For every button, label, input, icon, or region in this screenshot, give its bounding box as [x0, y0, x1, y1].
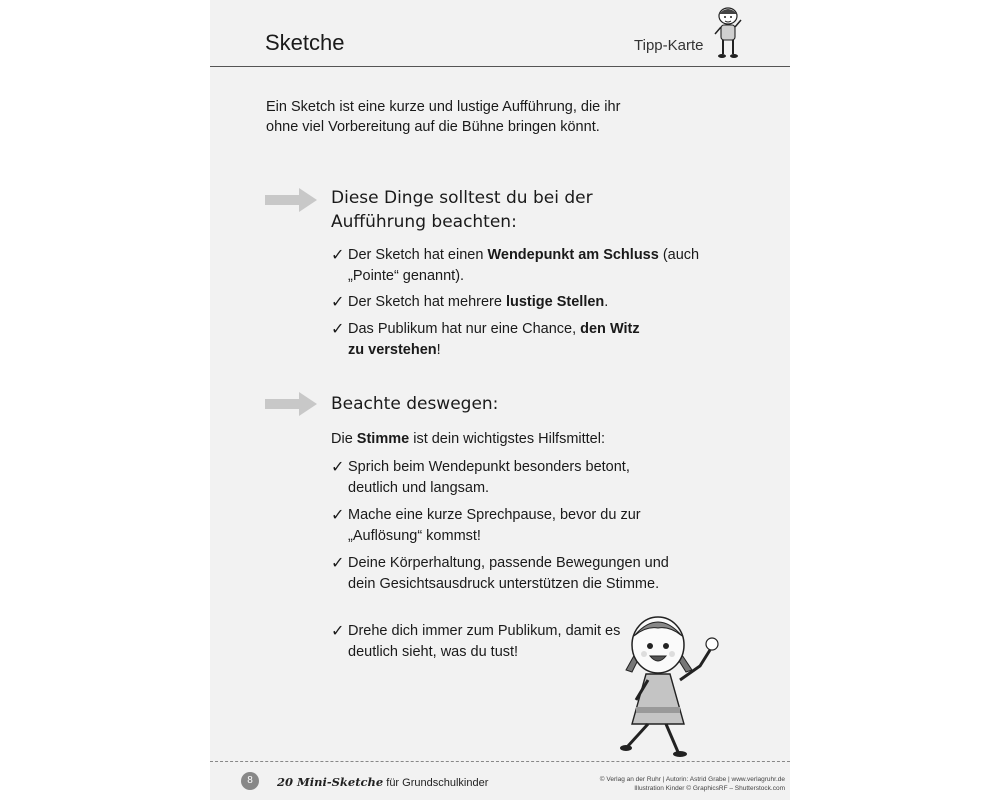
check-icon: ✓ — [331, 247, 345, 264]
check-icon: ✓ — [331, 507, 345, 524]
section2-heading: Beachte deswegen: — [331, 394, 499, 414]
boy-illustration-icon — [713, 4, 743, 60]
footer-credits: © Verlag an der Ruhr | Autorin: Astrid Grabe | www.verlagruhr.de Illustration Kinder © GraphicsRF – Shutterstock.com — [599, 776, 785, 792]
checklist-item: ✓ Das Publikum hat nur eine Chance, den Witz zu verstehen! — [331, 321, 640, 358]
girl-illustration-icon — [618, 600, 730, 760]
header-divider — [210, 66, 790, 67]
checklist-item: ✓ Der Sketch hat mehrere lustige Stellen. — [331, 294, 609, 311]
checklist-item: ✓ Drehe dich immer zum Publikum, damit es deutlich sieht, was du tust! — [331, 623, 621, 660]
section2-lead: Die Stimme ist dein wichtigstes Hilfsmittel: — [331, 431, 605, 447]
check-icon: ✓ — [331, 459, 345, 476]
page-number: 8 — [241, 772, 259, 790]
arrow-right-icon — [265, 392, 317, 416]
section1-heading: Diese Dinge solltest du bei der Aufführung beachten: — [331, 188, 593, 232]
book-title: 20 Mini-Sketche für Grundschulkinder — [277, 775, 489, 789]
check-icon: ✓ — [331, 321, 345, 338]
checklist-item: ✓ Der Sketch hat einen Wendepunkt am Schluss (auch „Pointe“ genannt). — [331, 247, 700, 284]
checklist-item: ✓ Sprich beim Wendepunkt besonders betont, deutlich und langsam. — [331, 459, 630, 496]
check-icon: ✓ — [331, 294, 345, 311]
checklist-item: ✓ Deine Körperhaltung, passende Bewegungen und dein Gesichtsausdruck unterstützen die Stimme. — [331, 555, 669, 592]
tipp-karte-label: Tipp-Karte — [634, 37, 704, 54]
check-icon: ✓ — [331, 555, 345, 572]
check-icon: ✓ — [331, 623, 345, 640]
arrow-right-icon — [265, 188, 317, 212]
page-title: Sketche — [265, 30, 345, 55]
checklist-item: ✓ Mache eine kurze Sprechpause, bevor du zur „Auflösung“ kommst! — [331, 507, 641, 544]
footer-divider — [210, 761, 790, 762]
intro-paragraph: Ein Sketch ist eine kurze und lustige Aufführung, die ihr ohne viel Vorbereitung auf die Bühne bringen könnt. — [266, 99, 621, 135]
